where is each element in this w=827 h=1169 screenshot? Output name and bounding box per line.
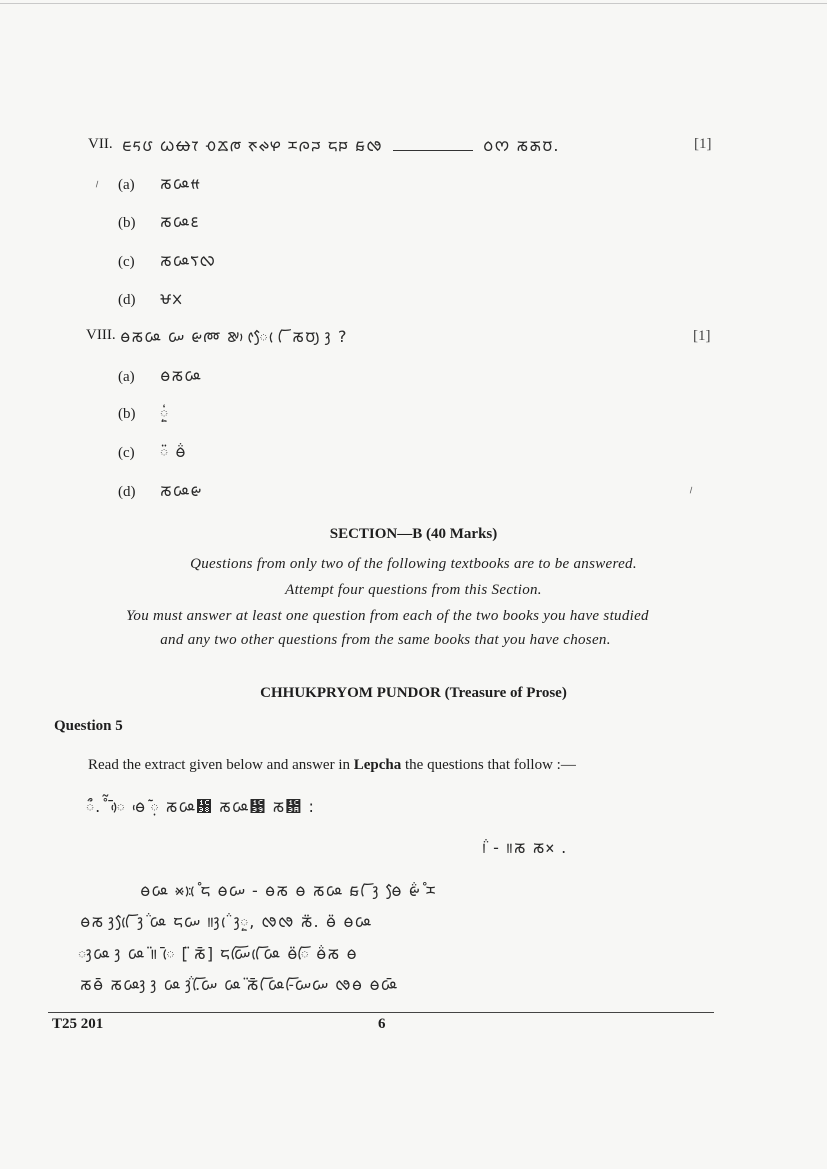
question-vii-stem bbox=[122, 135, 560, 159]
option-viii-c: (c) ᰮ ᰟᰯ bbox=[118, 442, 187, 461]
extract-line: ᰟᰘ ᰾᰿ ᰱᰏ ᰟᰠ - ᰟᰕ ᰟ ᰕᰘ ᰑ ᰩ ᰫ ᰟᰧ ᰡᰯ ᰱᰌ bbox=[140, 881, 437, 900]
question-5-prompt: Read the extract given below and answer in Lepcha the questions that follow :— bbox=[88, 757, 576, 773]
section-instruction: Questions from only two of the following textbooks are to be answered. bbox=[190, 556, 637, 572]
question-vii-stem-text: ᰀᰁᰂ ᰃᰄᰅ ᰆᰇᰈ ᰉᰊᰋ ᰌᰍᰎ ᰏᰐ ᰑᰒ bbox=[122, 136, 383, 155]
section-title: SECTION—B (40 Marks) bbox=[329, 526, 498, 542]
extract-title: ᰰ. ᰱᰲ ᰳᰴ ᰟᰵ ᰶ᰷ ᰕᰘ᰸ ᰕᰘ᰹ ᰕ᰺ : bbox=[86, 797, 315, 816]
section-instruction: You must answer at least one question from each of the two books you have studied bbox=[126, 608, 649, 624]
extract-line: ᰕᰟᰳ ᰕᰘᰫ ᰫ ᰘ ᰫᰯ.ᰩᰠ ᰘ ᰮᰕᰳ ᰩᰘ-ᰩᰠᰠ ᰒᰟ ᰟᰘᰳ bbox=[80, 975, 399, 994]
pencil-tick-mark: ⸝ bbox=[683, 480, 697, 497]
extract-line: ᰟᰕ ᰫ ᰩᰨᰧ ᰫ ᰯᰘ ᰏᰠ ᰼ᰫ ᰨᰯ ᰫᰬ, ᰒᰒ ᰕᰮ. ᰟᰮ ᰟᰘ bbox=[80, 912, 373, 931]
extract-line: ᰫᰘ ᰫ ᰘ ᰮ᰼ ᰳᰨ [ᰮ ᰕᰳ] ᰏᰠᰩ ᰩᰨᰘ ᰟᰮᰩ ᰟᰯᰕ ᰟ bbox=[78, 944, 358, 963]
section-instruction: Attempt four questions from this Section. bbox=[285, 582, 542, 598]
page-number: 6 bbox=[378, 1016, 386, 1032]
option-viii-a: (a) ᰟᰕᰘ bbox=[118, 366, 202, 385]
option-vii-b: (b) ᰕᰘᰚ bbox=[118, 212, 200, 231]
question-number-viii: VIII. bbox=[86, 327, 116, 343]
pencil-tick-mark: ⸝ bbox=[89, 174, 103, 191]
option-viii-d: (d) ᰕᰘᰡ bbox=[118, 481, 203, 500]
question-viii-marks: [1] bbox=[693, 328, 711, 344]
question-vii-marks: [1] bbox=[694, 136, 712, 152]
question-5-heading: Question 5 bbox=[54, 718, 123, 734]
page-top-edge bbox=[0, 3, 827, 4]
paper-code: T25 201 bbox=[52, 1016, 104, 1032]
question-vii-stem-end: ᰓᰔ ᰕᰖᰗ. bbox=[483, 136, 560, 155]
question-number-vii: VII. bbox=[88, 136, 113, 152]
option-vii-a: (a) ᰕᰘᰙ bbox=[118, 174, 201, 193]
extract-author: ᰻ᰯ - ᰼ᰕ ᰕ᰽ . bbox=[482, 838, 568, 857]
section-instruction: and any two other questions from the same books that you have chosen. bbox=[160, 632, 611, 648]
question-viii-stem: ᰟᰕᰘ ᰠ ᰡᰢ ᰣᰤᰥ ᰦᰧ ᰨ ᰩ ᰕᰗᰪ ᰫ ? bbox=[120, 327, 348, 346]
footer-divider bbox=[48, 1012, 714, 1013]
option-vii-c: (c) ᰕᰘᰛᰜ bbox=[118, 251, 217, 270]
book-title: CHHUKPRYOM PUNDOR (Treasure of Prose) bbox=[260, 685, 567, 701]
option-viii-b: (b) ᰬᰭ bbox=[118, 403, 170, 422]
fill-in-blank bbox=[393, 150, 473, 151]
option-vii-d: (d) ᰝᰞ bbox=[118, 289, 183, 308]
